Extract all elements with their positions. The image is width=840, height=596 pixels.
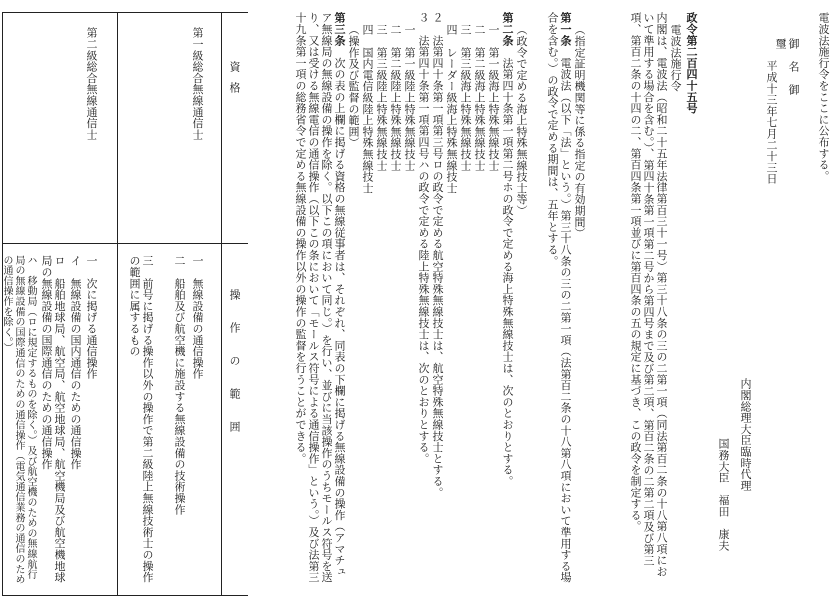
row2-scope-item: ハ 移動局（ロに規定するものを除く。）及び航空機のための無線航行局の無線設備の国際通信のための通信操作（電気通信業務の通信のための通信操作を除く。）	[1, 255, 36, 585]
article1-body: 電波法（以下「法」という。）第三十八条の三の二第一項（法第百二条の十八第八項において準用する場合を含む。）の政令で定める期間は、五年とする。	[546, 12, 572, 583]
article1-label: 第一条	[559, 12, 572, 46]
row-divider	[117, 13, 118, 595]
article2-para2: ２ 法第四十条第一項第三号ロの政令で定める航空特殊無線技士は、航空特殊無線技士とする。	[431, 12, 444, 498]
pm-title: 内閣総理大臣臨時代理	[739, 378, 752, 491]
article2-item: 二 第二級海上特殊無線技士	[473, 24, 486, 171]
article2-text	[501, 12, 514, 586]
article3-text	[256, 12, 346, 586]
article2-para3-item: 二 第二級陸上特殊無線技士	[389, 24, 402, 171]
article1-caption: （指定証明機関等に係る指定の有効期間）	[573, 24, 586, 239]
row1-scope-item: 二 船舶及び航空機に施設する無線設備の技術操作	[173, 255, 186, 515]
qualification-scope-table	[2, 12, 248, 596]
article2-body: 法第四十条第一項第二号ホの政令で定める海上特殊無線技士は、次のとおりとする。	[501, 57, 514, 487]
row1-scope-item: 三 前号に掲げる操作以外の操作で第二級陸上無線技術士の操作の範囲に属するもの	[128, 255, 154, 583]
article3-caption: （操作及び監督の範囲）	[347, 24, 360, 149]
pm-name: 国務大臣 福田 康夫	[717, 438, 730, 551]
article2-para3-item: 四 国内電信級陸上特殊無線技士	[361, 24, 374, 194]
order-preamble: 内閣は、電波法（昭和二十五年法律第百三十一号）第三十八条の三の二第一項（同法第百二条の十八第八項において準用する場合を含む。）、第四十条第一項第二号から第四号まで及び第二項、第百二条の二第二項及び第三項、第百二条の十四の二、第百四条第一項並びに第百四条の五の規定に基づき、この政令を制定する。	[629, 12, 668, 577]
header-scope: 操作の範囲	[228, 289, 241, 454]
article2-label: 第二条	[501, 12, 514, 46]
row1-qualification: 第一級総合無線通信士	[191, 27, 204, 140]
row2-scope-item: 一 次に掲げる通信操作	[85, 255, 98, 380]
article2-para3-item: 三 第三級陸上特殊無線技士	[375, 24, 388, 171]
row2-scope-item: イ 無線設備の国内通信のための通信操作	[69, 255, 82, 470]
promulgation-text: 電波法施行令をここに公布する。	[817, 12, 830, 182]
article3-label: 第三条	[333, 12, 346, 46]
article2-para3: ３ 法第四十条第一項第四号ハの政令で定める陸上特殊無線技士は、次のとおりとする。	[417, 12, 430, 464]
article2-item: 一 第一級海上特殊無線技士	[487, 24, 500, 171]
order-number: 政令第二百四十五号	[685, 12, 698, 114]
row1-scope-item: 一 無線設備の通信操作	[191, 255, 204, 380]
order-title: 電波法施行令	[669, 24, 682, 92]
article2-item: 四 レーダー級海上特殊無線技士	[445, 24, 458, 194]
article2-para3-item: 一 第一級陸上特殊無線技士	[403, 24, 416, 171]
promulgation-date: 平成十三年七月二十三日	[765, 60, 778, 185]
header-divider	[221, 13, 222, 595]
article3-body: 次の表の上欄に掲げる資格の無線従事者は、それぞれ、同表の下欄に掲げる無線設備の操作（アマチュア無線局の無線設備の操作を除く。以下この項において同じ。）を行い、並びに当該操作のうちモールス符号を送り、又は受ける無線電信の通信操作（以下この条において「モールス符号による通信操作」という。）及び法第三十九条第一項の総務省令で定める無線設備の操作以外の操作の監督を行うことができる。	[294, 12, 346, 583]
row2-scope-item: ロ 船舶地球局、航空局、航空地球局、航空機局及び航空機地球局の無線設備の国際通信のための通信操作	[40, 255, 66, 583]
article2-item: 三 第三級海上特殊無線技士	[459, 24, 472, 171]
article2-caption: （政令で定める海上特殊無線技士等）	[515, 24, 528, 217]
header-qualification: 資格	[228, 61, 241, 103]
row2-qualification: 第二級総合無線通信士	[85, 27, 98, 140]
article1-text	[532, 12, 572, 586]
column-divider	[3, 243, 248, 244]
imperial-seal: 御名御璽	[774, 38, 800, 107]
